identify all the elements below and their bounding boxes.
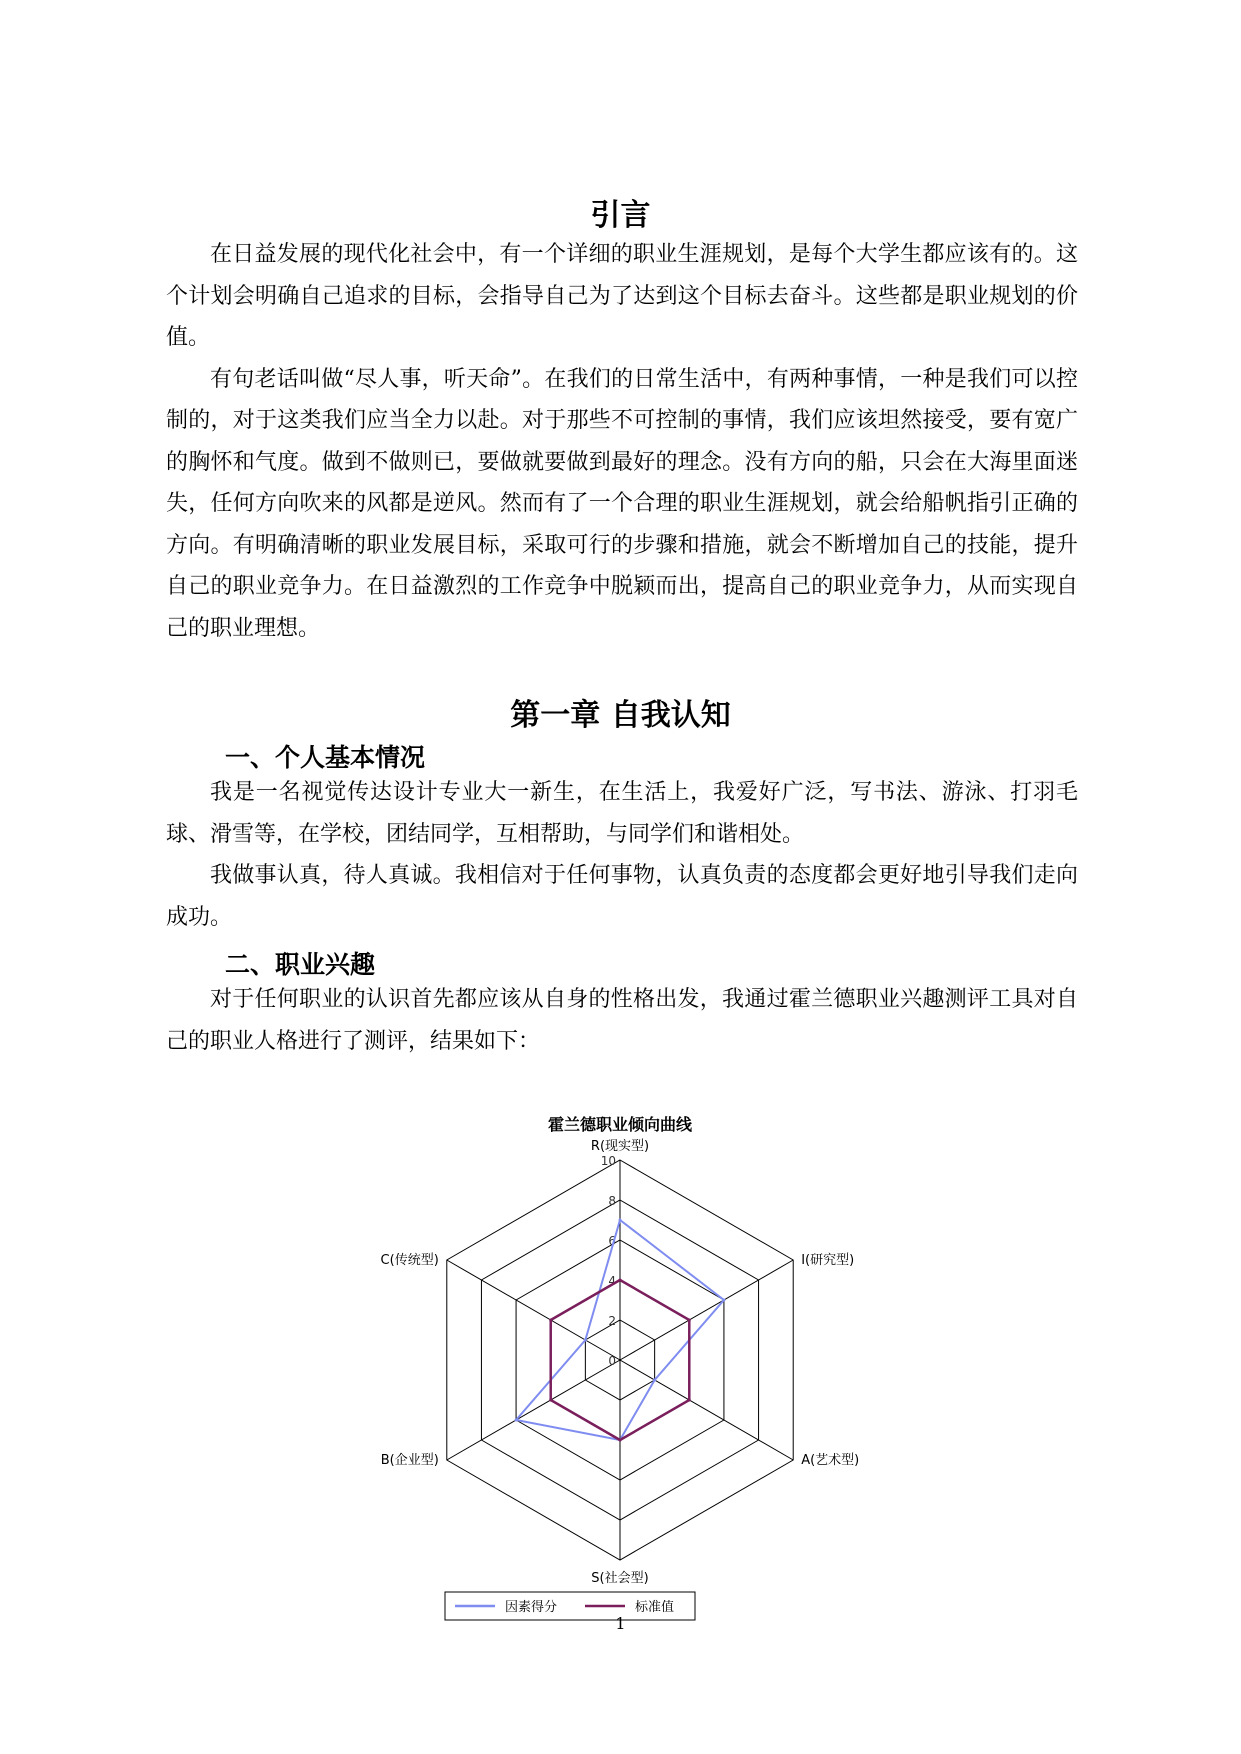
- series-point: [653, 1379, 656, 1382]
- series-point: [688, 1399, 691, 1402]
- radar-chart-svg: [300, 1100, 940, 1660]
- category-label: B(企业型): [380, 1453, 439, 1468]
- series-point: [722, 1299, 725, 1302]
- category-label: C(传统型): [380, 1253, 439, 1268]
- series-point: [619, 1219, 622, 1222]
- tick-label: 4: [608, 1274, 616, 1288]
- tick-label: 8: [608, 1194, 616, 1208]
- series-point: [549, 1319, 552, 1322]
- legend-label-1: 标准值: [635, 1600, 675, 1615]
- section-1-paragraph-2: 我做事认真，待人真诚。我相信对于任何事物，认真负责的态度都会更好地引导我们走向成功。: [166, 863, 1078, 930]
- series-point: [688, 1319, 691, 1322]
- section-1-paragraph-1: 我是一名视觉传达设计专业大一新生，在生活上，我爱好广泛，写书法、游泳、打羽毛球、滑雪等，在学校，团结同学，互相帮助，与同学们和谐相处。: [166, 780, 1078, 847]
- category-label: S(社会型): [591, 1571, 649, 1586]
- tick-label: 0: [608, 1354, 616, 1368]
- intro-paragraph-2: 有句老话叫做“尽人事，听天命”。在我们的日常生活中，有两种事情，一种是我们可以控制的，对于这类我们应当全力以赴。对于那些不可控制的事情，我们应该坦然接受，要有宽广的胸怀和气度。做到不做则已，要做就要做到最好的理念。没有方向的船，只会在大海里面迷失，任何方向吹来的风都是逆风。然而有了一个合理的职业生涯规划，就会给船帆指引正确的方向。有明确清晰的职业发展目标，采取可行的步骤和措施，就会不断增加自己的技能，提升自己的职业竞争力。在日益激烈的工作竞争中脱颖而出，提高自己的职业竞争力，从而实现自己的职业理想。: [166, 366, 1078, 641]
- category-label: A(艺术型): [801, 1453, 860, 1468]
- legend-label-0: 因素得分: [505, 1600, 558, 1615]
- section-2-title: 二、职业兴趣: [225, 950, 376, 979]
- chapter-title: 第一章 自我认知: [510, 698, 731, 733]
- spoke-4: [447, 1360, 620, 1460]
- intro-paragraph-1: 在日益发展的现代化社会中，有一个详细的职业生涯规划，是每个大学生都应该有的。这个计划会明确自己追求的目标，会指导自己为了达到这个目标去奋斗。这些都是职业规划的价值。: [166, 242, 1078, 350]
- series-point: [619, 1279, 622, 1282]
- series-point: [584, 1339, 587, 1342]
- series-point: [549, 1399, 552, 1402]
- section-1-title: 一、个人基本情况: [225, 743, 426, 772]
- category-label: R(现实型): [590, 1139, 650, 1154]
- series-point: [619, 1439, 622, 1442]
- intro-body: [166, 234, 1078, 649]
- category-label: I(研究型): [801, 1253, 855, 1268]
- spoke-1: [620, 1260, 793, 1360]
- section-2-body: [166, 979, 1078, 1062]
- section-2-paragraph-1: 对于任何职业的认识首先都应该从自身的性格出发，我通过霍兰德职业兴趣测评工具对自己的职业人格进行了测评，结果如下：: [166, 987, 1078, 1054]
- holland-radar-chart: [300, 1100, 940, 1660]
- tick-label: 10: [600, 1154, 616, 1168]
- intro-title: 引言: [590, 198, 651, 233]
- chart-title: 霍兰德职业倾向曲线: [547, 1115, 693, 1134]
- tick-label: 2: [608, 1314, 616, 1328]
- section-1-body: [166, 772, 1078, 938]
- tick-label: 6: [608, 1234, 616, 1248]
- series-point: [515, 1419, 518, 1422]
- spoke-2: [620, 1360, 793, 1460]
- page-number: 1: [615, 1614, 626, 1633]
